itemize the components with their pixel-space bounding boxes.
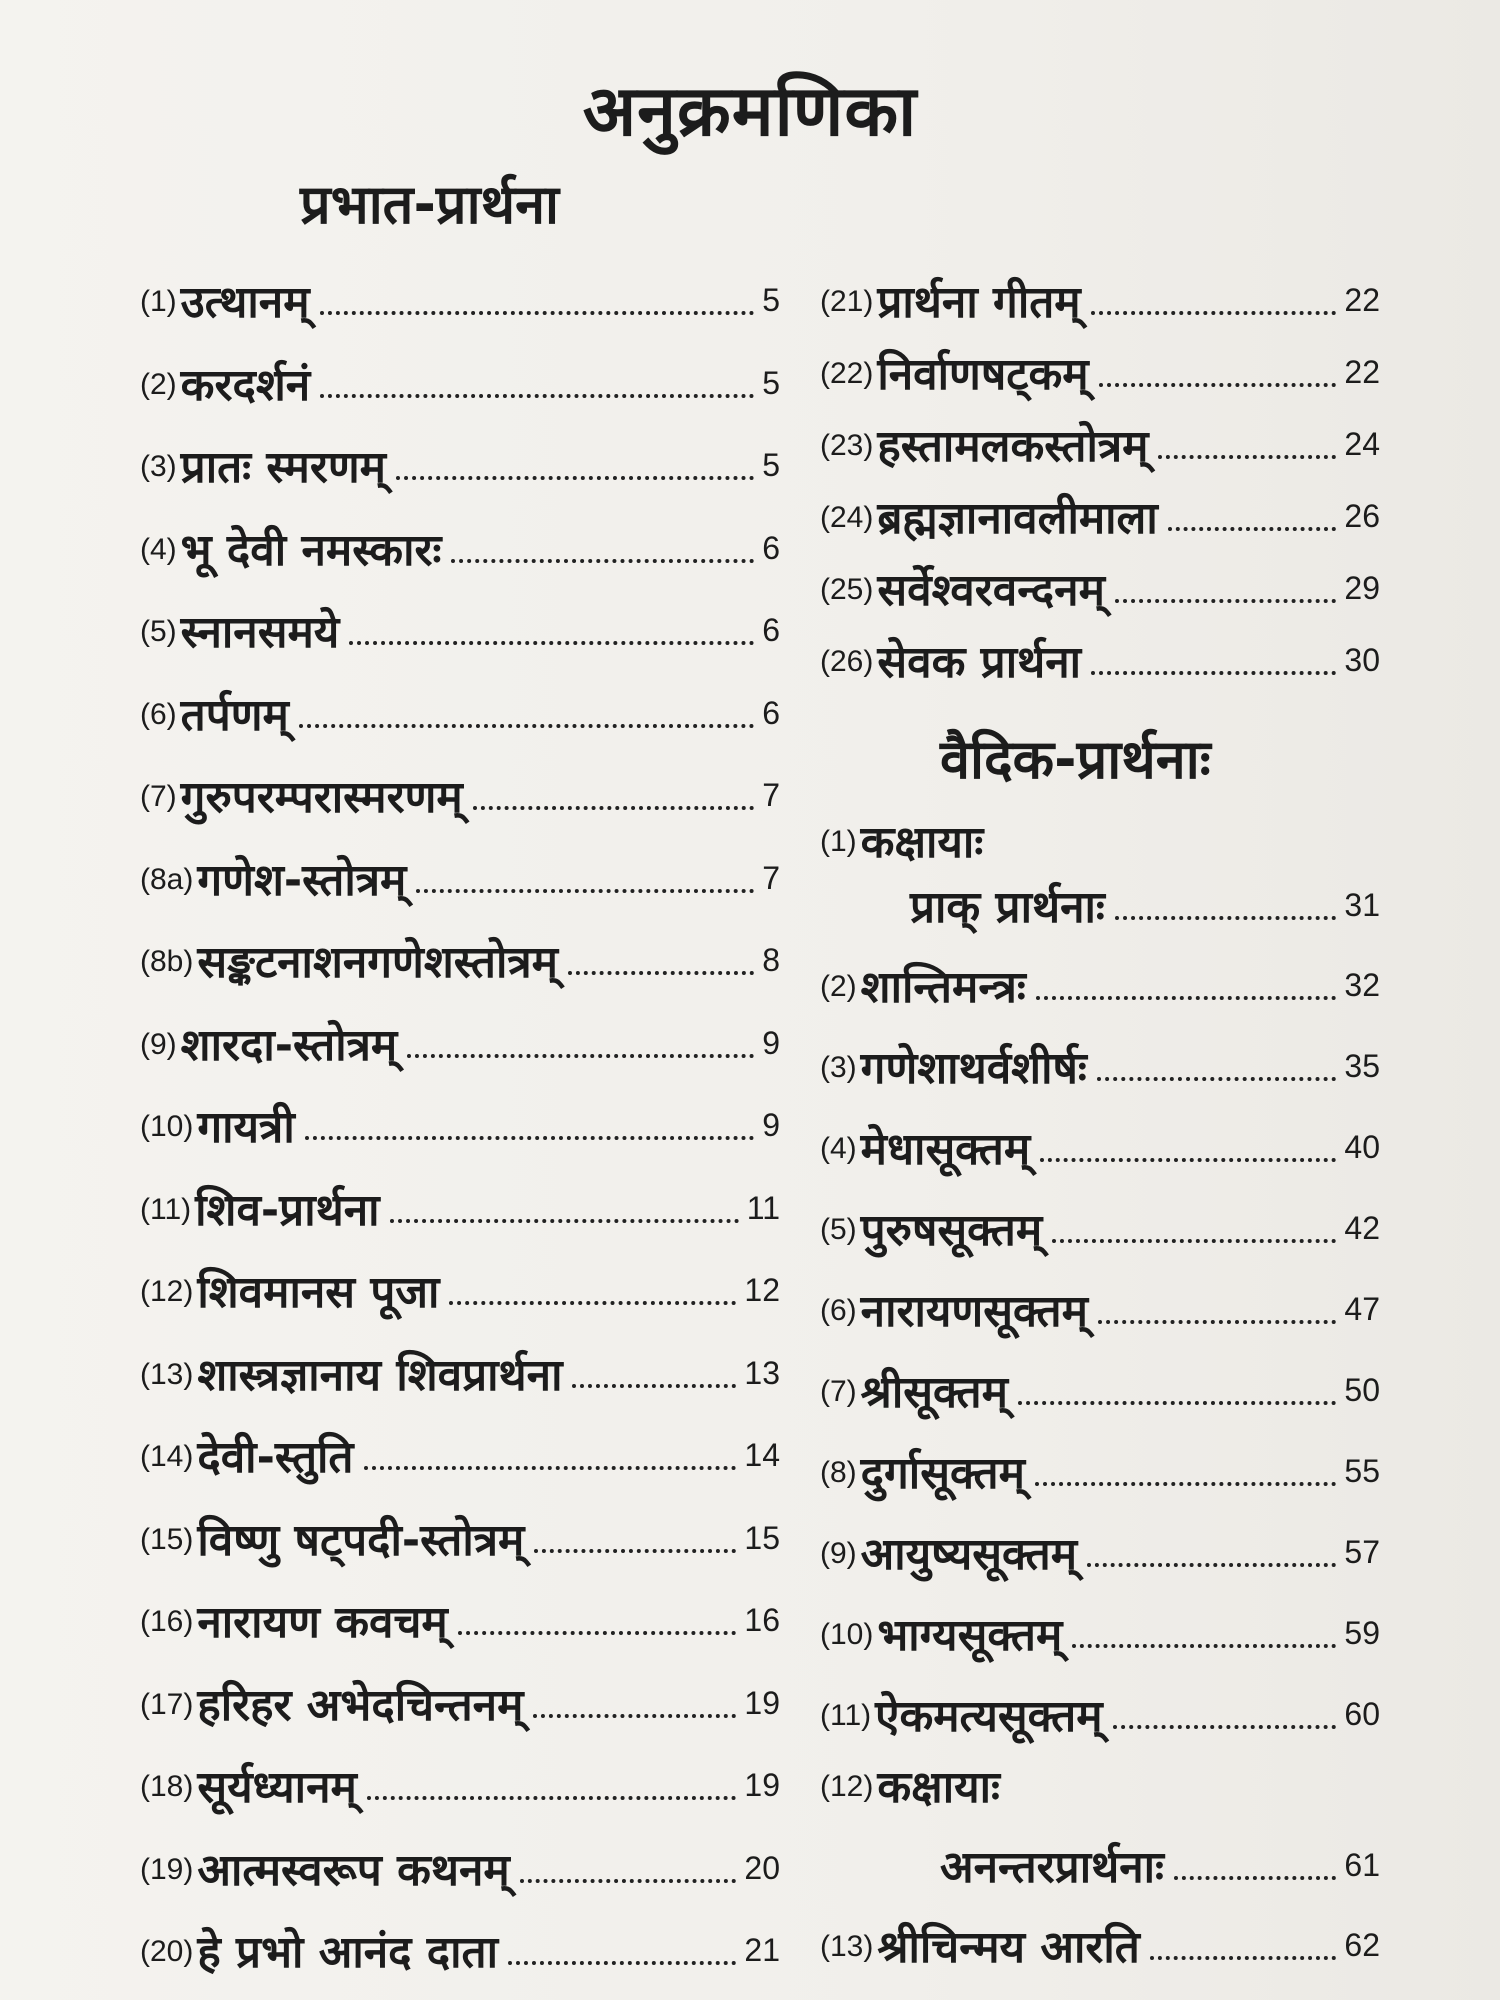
entry-number: (14) [140,1440,194,1473]
entry-number: (3) [140,450,177,483]
entry-page: 35 [1344,1048,1380,1084]
page-title: अनुक्रमणिका [582,70,918,152]
dot-leader [390,1219,739,1223]
dot-leader [572,1384,736,1388]
entry-page: 12 [744,1272,780,1308]
toc-entry[interactable] [820,615,1380,688]
entry-page: 62 [1344,1927,1380,1963]
toc-entry[interactable] [820,1426,1380,1499]
entry-number: (1) [140,285,177,318]
toc-entry[interactable] [910,860,1380,933]
entry-number: (6) [140,697,177,731]
entry-title: करदर्शनं [180,359,311,411]
entry-page: 55 [1344,1453,1380,1489]
dot-leader [449,1301,736,1305]
entry-number: (16) [140,1605,194,1638]
entry-page: 6 [762,694,780,731]
dot-leader [1036,996,1337,1000]
entry-page: 26 [1344,498,1380,534]
entry-page: 59 [1344,1615,1380,1651]
entry-number: (23) [820,429,874,462]
entry-title: शारदा-स्तोत्रम् [180,1019,398,1071]
dot-leader [1099,383,1337,387]
dot-leader [520,1879,737,1883]
entry-title: आयुष्यसूक्तम् [860,1529,1078,1580]
entry-title: हस्तामलकस्तोत्रम् [877,421,1149,472]
dot-leader [451,559,754,563]
dot-leader [533,1714,736,1718]
dot-leader [1174,1876,1336,1880]
entry-number: (17) [140,1687,194,1721]
entry-number: (26) [820,645,874,678]
toc-entry[interactable] [140,833,780,906]
dot-leader [473,806,754,810]
entry-title: हे प्रभो आनंद दाता [197,1927,499,1978]
toc-entry[interactable] [820,795,1380,868]
dot-leader [320,311,755,315]
entry-number: (12) [140,1275,194,1308]
entry-title: दुर्गासूक्तम् [860,1448,1025,1499]
entry-title: शिव-प्रार्थना [195,1184,380,1236]
toc-entry[interactable] [140,1823,780,1896]
entry-number: (13) [820,1930,874,1963]
entry-title: श्रीसूक्तम् [860,1367,1008,1418]
entry-title: भू देवी नमस्कारः [180,524,442,576]
entry-title: कक्षायाः [877,1762,1000,1813]
entry-title: निर्वाणषट्कम् [877,349,1089,400]
entry-number: (9) [140,1027,177,1061]
dot-leader [396,476,754,480]
entry-title: गणेश-स्तोत्रम् [197,854,407,906]
dot-leader [568,971,754,975]
entry-number: (2) [820,970,857,1003]
entry-page: 19 [744,1684,780,1721]
entry-number: (8a) [140,862,194,896]
entry-page: 13 [744,1354,780,1391]
entry-number: (8) [820,1456,857,1489]
entry-page: 8 [762,942,780,978]
entry-page: 6 [762,529,780,566]
entry-page: 5 [762,364,780,401]
entry-title: विष्णु षट्पदी-स्तोत्रम् [197,1514,525,1566]
entry-title: प्रातः स्मरणम् [180,442,386,493]
toc-entry[interactable] [140,338,780,411]
entry-page: 60 [1344,1696,1380,1732]
toc-entry[interactable] [140,420,780,493]
entry-page: 47 [1344,1291,1380,1327]
entry-title: कक्षायाः [860,817,984,868]
toc-entry[interactable] [820,1669,1380,1742]
entry-number: (7) [820,1375,857,1408]
entry-page: 42 [1344,1210,1380,1246]
toc-entry[interactable] [820,1345,1380,1418]
toc-entry[interactable] [820,1102,1380,1175]
toc-entry[interactable] [140,915,780,988]
entry-page: 9 [762,1024,780,1061]
entry-title: मेधासूक्तम् [860,1124,1031,1175]
entry-title: सर्वेश्वरवन्दनम् [877,565,1105,616]
toc-entry[interactable] [140,1328,780,1401]
dot-leader [534,1549,736,1553]
entry-page: 11 [746,1189,780,1226]
entry-page: 9 [762,1107,780,1143]
toc-entry[interactable] [140,1740,780,1813]
dot-leader [1168,527,1337,531]
dot-leader [1091,311,1337,315]
toc-entry[interactable] [820,1183,1380,1256]
toc-entry[interactable] [820,1740,1380,1813]
toc-entry[interactable] [140,1410,780,1483]
toc-entry[interactable] [140,1658,780,1731]
toc-entry[interactable] [140,585,780,658]
entry-page: 20 [744,1849,780,1886]
dot-leader [1115,599,1337,603]
dot-leader [1072,1644,1336,1648]
dot-leader [1115,916,1337,920]
entry-title: देवी-स्तुति [197,1432,354,1483]
entry-title: नारायणसूक्तम् [860,1286,1088,1337]
entry-title: ब्रह्मज्ञानावलीमाला [877,493,1158,544]
dot-leader [349,641,754,645]
entry-number: (15) [140,1522,194,1556]
toc-entry[interactable] [820,471,1380,544]
entry-number: (19) [140,1852,194,1886]
entry-title: प्रार्थना गीतम् [877,277,1081,328]
entry-page: 5 [762,447,780,483]
entry-page: 19 [744,1767,780,1803]
entry-number: (5) [820,1213,857,1246]
dot-leader [1098,1320,1336,1324]
entry-page: 22 [1344,282,1380,318]
entry-number: (1) [820,825,857,858]
entry-number: (12) [820,1770,874,1803]
entry-title: सेवक प्रार्थना [877,637,1082,688]
toc-entry[interactable] [140,750,780,823]
entry-page: 24 [1344,426,1380,462]
entry-number: (2) [140,367,177,401]
toc-entry[interactable] [820,1264,1380,1337]
entry-page: 29 [1344,570,1380,606]
toc-entry[interactable] [140,1905,780,1978]
entry-page: 30 [1344,642,1380,678]
toc-entry[interactable] [140,998,780,1071]
toc-entry[interactable] [820,1588,1380,1661]
entry-page: 6 [762,612,780,648]
toc-entry[interactable] [140,503,780,576]
toc-entry[interactable] [940,1820,1380,1893]
toc-entry[interactable] [820,327,1380,400]
entry-title: शिवमानस पूजा [197,1267,440,1318]
section-heading-vaidik: वैदिक-प्रार्थनाः [940,728,1211,791]
toc-entry[interactable] [140,668,780,741]
entry-number: (3) [820,1051,857,1084]
entry-title: ऐकमत्यसूक्तम् [875,1691,1103,1742]
toc-entry[interactable] [820,543,1380,616]
entry-page: 22 [1344,354,1380,390]
dot-leader [1158,455,1336,459]
entry-number: (21) [820,285,874,318]
toc-entry[interactable] [140,255,780,328]
dot-leader [508,1961,736,1965]
dot-leader [1040,1158,1336,1162]
entry-number: (4) [820,1132,857,1165]
entry-title: गुरुपरम्परास्मरणम् [180,772,463,823]
entry-page: 7 [762,859,780,896]
entry-number: (24) [820,501,874,534]
toc-entry[interactable] [820,399,1380,472]
entry-title: शान्तिमन्त्रः [860,962,1026,1013]
entry-page: 14 [744,1437,780,1473]
toc-entry[interactable] [140,1575,780,1648]
entry-title: भाग्यसूक्तम् [877,1610,1063,1661]
entry-title: हरिहर अभेदचिन्तनम् [197,1679,524,1731]
toc-entry[interactable] [140,1163,780,1236]
section-heading-prabhat: प्रभात-प्रार्थना [300,173,560,236]
entry-title: पुरुषसूक्तम् [860,1205,1043,1256]
dot-leader [1097,1077,1337,1081]
toc-entry[interactable] [820,255,1380,328]
entry-page: 32 [1344,967,1380,1003]
dot-leader [1035,1482,1336,1486]
dot-leader [299,724,754,728]
dot-leader [458,1631,737,1635]
entry-title: तर्पणम् [180,689,289,741]
entry-title: स्नानसमये [180,607,340,658]
entry-number: (9) [820,1537,857,1570]
dot-leader [1113,1725,1337,1729]
entry-number: (11) [140,1192,192,1226]
dot-leader [305,1136,754,1140]
toc-entry[interactable] [140,1080,780,1153]
toc-entry[interactable] [820,1021,1380,1094]
dot-leader [1091,671,1336,675]
entry-title: गायत्री [197,1102,295,1153]
entry-page: 5 [762,282,780,318]
entry-page: 61 [1344,1847,1380,1883]
entry-number: (22) [820,357,874,390]
entry-title: आत्मस्वरूप कथनम् [197,1844,510,1896]
entry-title: शास्त्रज्ञानाय शिवप्रार्थना [197,1349,563,1401]
dot-leader [1150,1956,1337,1960]
entry-number: (18) [140,1770,194,1803]
entry-number: (13) [140,1357,194,1391]
entry-number: (20) [140,1935,194,1968]
entry-page: 7 [762,777,780,813]
dot-leader [407,1054,754,1058]
entry-number: (8b) [140,945,194,978]
dot-leader [320,394,754,398]
dot-leader [1087,1563,1336,1567]
entry-number: (10) [820,1618,874,1651]
toc-entry[interactable] [820,940,1380,1013]
entry-number: (7) [140,780,177,813]
entry-page: 21 [744,1932,780,1968]
entry-subtitle: अनन्तरप्रार्थनाः [940,1842,1164,1893]
entry-page: 16 [744,1602,780,1638]
toc-entry[interactable] [140,1245,780,1318]
entry-title: श्रीचिन्मय आरति [877,1922,1140,1973]
entry-page: 50 [1344,1372,1380,1408]
entry-title: सङ्कटनाशनगणेशस्तोत्रम् [197,937,558,988]
dot-leader [367,1796,737,1800]
entry-title: गणेशाथर्वशीर्षः [860,1043,1087,1094]
entry-number: (25) [820,573,874,606]
entry-page: 15 [744,1519,780,1556]
entry-number: (6) [820,1294,857,1327]
entry-title: उत्थानम् [180,277,310,328]
entry-number: (10) [140,1110,194,1143]
entry-title: नारायण कवचम् [197,1597,448,1648]
entry-page: 57 [1344,1534,1380,1570]
entry-number: (5) [140,615,177,648]
dot-leader [416,889,754,893]
entry-subtitle: प्राक् प्रार्थनाः [910,882,1105,933]
dot-leader [364,1466,737,1470]
entry-title: सूर्यध्यानम् [197,1762,357,1813]
toc-entry[interactable] [820,1900,1380,1973]
dot-leader [1052,1239,1336,1243]
toc-entry[interactable] [140,1493,780,1566]
entry-page: 31 [1344,887,1380,923]
entry-number: (4) [140,532,177,566]
entry-number: (11) [820,1699,872,1732]
entry-page: 40 [1344,1129,1380,1165]
toc-entry[interactable] [820,1507,1380,1580]
dot-leader [1018,1401,1336,1405]
